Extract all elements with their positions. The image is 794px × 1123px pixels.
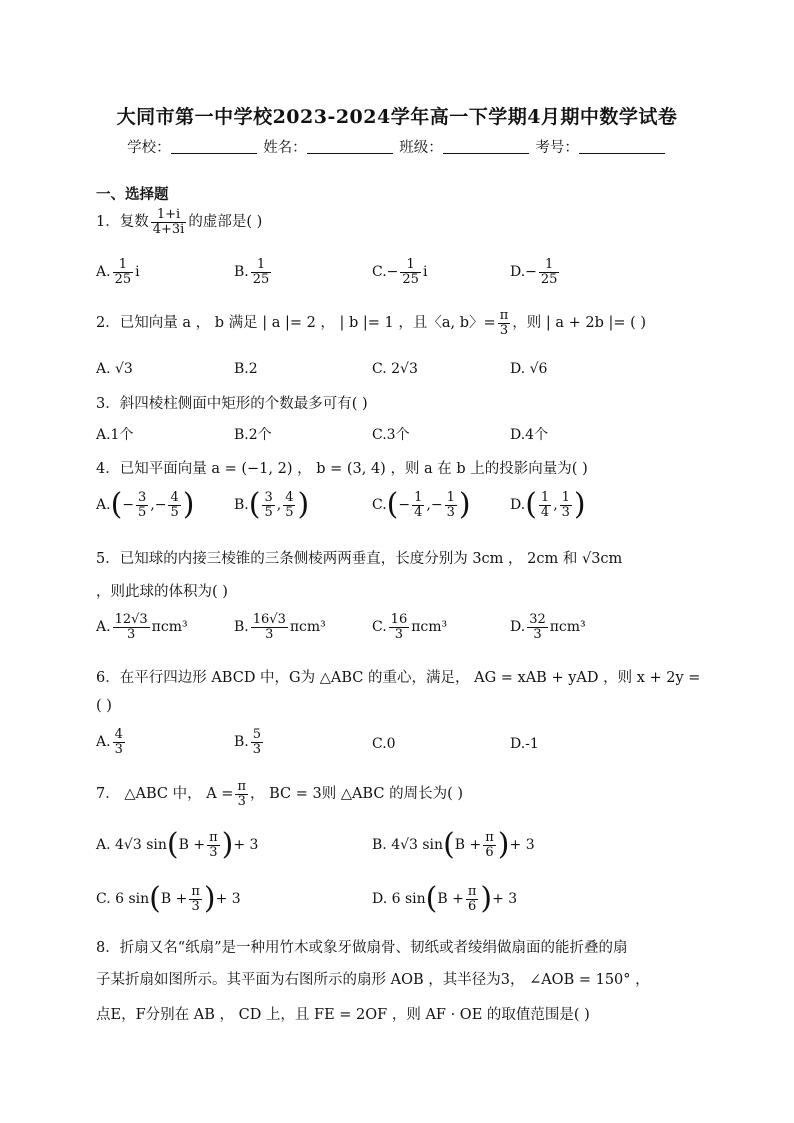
q6-a-den: 3 xyxy=(114,741,123,757)
q5-option-c[interactable] xyxy=(372,613,447,641)
q6-b-label: B. xyxy=(234,734,249,751)
left-paren-icon: ( xyxy=(110,487,123,522)
q7-b-label: B. 4√3 sin xyxy=(372,837,444,853)
right-paren-icon: ) xyxy=(221,827,234,862)
q2-stem-suffix: ，则 | a + 2b |= ( ) xyxy=(512,315,647,332)
q4-b-frac2 xyxy=(283,491,295,519)
q5-a-post: πcm³ xyxy=(151,619,188,636)
q4-d-frac2 xyxy=(560,491,572,519)
q1-d-num: 1 xyxy=(539,258,560,273)
q6-option-d[interactable]: D.-1 xyxy=(510,736,539,752)
q7-c-inner: B + xyxy=(160,891,188,907)
right-paren-icon: ) xyxy=(297,487,310,522)
q7-option-d[interactable] xyxy=(372,881,518,916)
q6-b-den: 3 xyxy=(252,741,262,757)
q4-a-n2: 4 xyxy=(170,489,179,505)
name-blank[interactable] xyxy=(307,139,393,154)
q7-a-num: π xyxy=(209,829,218,845)
q5-b-den: 3 xyxy=(265,626,274,642)
q7-option-a[interactable] xyxy=(96,827,259,862)
q2-option-c[interactable]: C. 2√3 xyxy=(372,361,418,377)
q1-d-den: 25 xyxy=(540,271,558,287)
q4-c-d1: 4 xyxy=(414,504,423,520)
q2-stem-prefix: 2．已知向量 a ， b 满足 | a |= 2 ， | b |= 1 ，且〈a, b〉= xyxy=(96,315,496,332)
q1-c-frac xyxy=(400,258,421,286)
q2-fraction xyxy=(498,309,511,337)
q7-b-inner: B + xyxy=(454,837,482,853)
right-paren-icon: ) xyxy=(480,881,493,916)
question-1-stem xyxy=(96,208,262,236)
q7-stem-prefix: 7． △ABC 中， A = xyxy=(96,786,234,803)
q6-a-frac xyxy=(113,728,125,756)
q4-a-d1: 5 xyxy=(138,504,147,520)
q2-option-a[interactable]: A. √3 xyxy=(96,361,133,377)
left-paren-icon: ( xyxy=(166,827,179,862)
q5-c-frac xyxy=(389,613,410,641)
q5-d-frac xyxy=(527,613,548,641)
right-paren-icon: ) xyxy=(458,487,471,522)
q5-c-num: 16 xyxy=(390,612,408,627)
number-blank[interactable] xyxy=(579,139,665,154)
q1-option-d[interactable] xyxy=(510,258,561,286)
q1-d-frac xyxy=(539,258,560,286)
question-4-stem: 4．已知平面向量 a = (−1, 2) ， b = (3, 4) ，则 a 在 b 上的投影向量为( ) xyxy=(96,461,588,477)
question-8-line3: 点E，F分别在 AB ， CD 上，且 FE = 2OF ，则 AF · OE 的取值范围是( ) xyxy=(96,1007,590,1023)
q4-a-n1: 3 xyxy=(138,489,147,505)
q4-a-sign2: ,− xyxy=(150,497,167,513)
q6-option-c[interactable]: C.0 xyxy=(372,736,396,752)
q7-a-label: A. 4√3 sin xyxy=(96,837,167,853)
q6-a-num: 4 xyxy=(114,727,123,742)
q1-option-a[interactable] xyxy=(96,258,140,286)
q4-c-d2: 3 xyxy=(446,504,455,520)
q7-c-num: π xyxy=(191,883,200,899)
q5-d-num: 32 xyxy=(529,612,546,627)
q1-d-label: D.− xyxy=(510,264,537,281)
q6-b-num: 5 xyxy=(252,727,262,742)
q7-b-num: π xyxy=(485,829,494,845)
question-7-stem xyxy=(96,780,463,808)
q4-option-c[interactable] xyxy=(372,487,471,522)
q5-a-den: 3 xyxy=(126,626,136,642)
q1-a-label: A. xyxy=(96,264,111,281)
q4-d-frac1 xyxy=(539,491,551,519)
q7-d-num: π xyxy=(467,883,477,899)
q1-c-den: 25 xyxy=(402,271,419,287)
q5-d-post: πcm³ xyxy=(549,619,586,636)
school-label: 学校： xyxy=(127,140,171,156)
q2-option-b[interactable]: B.2 xyxy=(234,361,258,377)
q1-c-num: 1 xyxy=(400,258,421,273)
q6-b-frac xyxy=(251,728,263,756)
q4-c-frac2 xyxy=(445,491,457,519)
q4-a-sign1: − xyxy=(122,497,135,513)
q1-c-post: i xyxy=(422,264,428,281)
q4-c-frac1 xyxy=(412,491,424,519)
q7-d-den: 6 xyxy=(467,898,477,914)
q7-c-label: C. 6 sin xyxy=(96,891,150,907)
q1-b-den: 25 xyxy=(252,271,270,287)
q4-option-b[interactable] xyxy=(234,487,310,522)
q4-c-label: C. xyxy=(372,497,387,513)
question-3-stem: 3．斜四棱柱侧面中矩形的个数最多可有( ) xyxy=(96,396,368,412)
student-info-line xyxy=(0,136,794,157)
left-paren-icon: ( xyxy=(386,487,399,522)
q7-d-label: D. 6 sin xyxy=(372,891,426,907)
q7-d-inner: B + xyxy=(437,891,464,907)
q7-den: 3 xyxy=(237,793,246,809)
q7-option-c[interactable] xyxy=(96,881,241,916)
q1-option-c[interactable] xyxy=(372,258,427,286)
class-label: 班级： xyxy=(399,140,443,156)
q5-a-frac xyxy=(113,613,150,641)
q1-a-den: 25 xyxy=(114,271,132,287)
school-blank[interactable] xyxy=(171,139,257,154)
q4-d-d1: 4 xyxy=(540,504,550,520)
q7-fraction xyxy=(235,780,248,808)
q4-b-n1: 3 xyxy=(264,489,273,505)
q1-option-b[interactable] xyxy=(234,258,273,286)
q7-d-post: + 3 xyxy=(492,891,518,907)
q4-a-frac1 xyxy=(136,491,148,519)
q5-option-a[interactable] xyxy=(96,613,188,641)
q3-option-c[interactable]: C.3个 xyxy=(372,427,410,443)
section-heading: 一、选择题 xyxy=(96,186,169,203)
q3-option-d[interactable]: D.4个 xyxy=(510,427,549,443)
q5-c-label: C. xyxy=(372,619,387,636)
q5-c-post: πcm³ xyxy=(411,619,448,636)
q1-stem-prefix: 1．复数 xyxy=(96,214,149,231)
q7-c-frac xyxy=(189,885,202,913)
q4-c-sign1: − xyxy=(398,497,411,513)
right-paren-icon: ) xyxy=(497,827,510,862)
q6-option-b[interactable] xyxy=(234,728,265,756)
q4-c-n2: 1 xyxy=(446,489,455,505)
q1-numerator: 1+i xyxy=(151,208,187,223)
q4-b-sign2: , xyxy=(276,497,282,513)
q7-option-b[interactable] xyxy=(372,827,535,862)
q4-a-label: A. xyxy=(96,497,111,513)
q5-d-label: D. xyxy=(510,619,526,636)
q7-c-post: + 3 xyxy=(215,891,241,907)
question-5-stem-line2: ，则此球的体积为( ) xyxy=(96,584,228,600)
q4-b-n2: 4 xyxy=(285,489,294,505)
q7-stem-suffix: ， BC = 3则 △ABC 的周长为( ) xyxy=(249,786,463,803)
left-paren-icon: ( xyxy=(149,881,161,916)
q7-num: π xyxy=(237,779,246,794)
left-paren-icon: ( xyxy=(443,827,455,862)
q4-d-label: D. xyxy=(510,497,526,513)
q7-a-post: + 3 xyxy=(233,837,259,853)
name-label: 姓名： xyxy=(263,140,307,156)
q5-b-label: B. xyxy=(234,619,249,636)
q7-a-inner: B + xyxy=(178,837,206,853)
q4-c-sign2: ,− xyxy=(426,497,443,513)
left-paren-icon: ( xyxy=(525,487,537,522)
q2-option-d[interactable]: D. √6 xyxy=(510,361,548,377)
q1-a-num: 1 xyxy=(113,258,134,273)
q4-option-a[interactable] xyxy=(96,487,195,522)
question-8-line2: 子某折扇如图所示。其平面为右图所示的扇形 AOB ，其半径为3， ∠AOB = 150° ， xyxy=(96,972,650,988)
question-5-stem-line1: 5．已知球的内接三棱锥的三条侧棱两两垂直，长度分别为 3cm ， 2cm 和 √3cm xyxy=(96,551,623,567)
q4-b-label: B. xyxy=(234,497,249,513)
q1-b-frac xyxy=(251,258,272,286)
question-8-line1: 8．折扇又名“纸扇”是一种用竹木或象牙做扇骨、韧纸或者绫绢做扇面的能折叠的扇 xyxy=(96,940,628,956)
q7-d-frac xyxy=(466,885,479,913)
exam-title: 大同市第一中学校2023-2024学年高一下学期4月期中数学试卷 xyxy=(116,106,678,128)
q7-c-den: 3 xyxy=(191,898,200,914)
q6-a-label: A. xyxy=(96,734,111,751)
q4-b-d1: 5 xyxy=(264,504,273,520)
question-6-stem-line2: ( ) xyxy=(96,698,112,714)
question-2-stem xyxy=(96,309,646,337)
q2-num: π xyxy=(499,308,509,323)
q7-b-den: 6 xyxy=(485,844,494,860)
q5-b-num: 16√3 xyxy=(252,612,286,627)
q2-den: 3 xyxy=(499,322,509,338)
q4-d-sign2: , xyxy=(553,497,558,513)
q5-b-post: πcm³ xyxy=(289,619,326,636)
q1-fraction xyxy=(151,208,187,236)
q1-a-post: i xyxy=(135,264,140,281)
q1-c-label: C.− xyxy=(372,264,399,281)
q4-b-frac1 xyxy=(262,491,274,519)
q1-stem-suffix: 的虚部是( ) xyxy=(188,214,263,231)
q1-denominator: 4+3i xyxy=(152,221,185,237)
q1-b-num: 1 xyxy=(251,258,272,273)
q4-a-frac2 xyxy=(168,491,180,519)
q3-option-a[interactable]: A.1个 xyxy=(96,427,134,443)
q5-a-label: A. xyxy=(96,619,111,636)
q6-option-a[interactable] xyxy=(96,728,127,756)
class-blank[interactable] xyxy=(443,139,529,154)
q5-a-num: 12√3 xyxy=(114,612,148,627)
number-label: 考号： xyxy=(535,140,579,156)
q5-c-den: 3 xyxy=(394,626,404,642)
q4-c-n1: 1 xyxy=(414,489,423,505)
q1-a-frac xyxy=(113,258,134,286)
q5-b-frac xyxy=(251,613,288,641)
q4-d-n2: 1 xyxy=(561,489,570,505)
q3-option-b[interactable]: B.2个 xyxy=(234,427,272,443)
q7-a-den: 3 xyxy=(209,844,218,860)
q1-b-label: B. xyxy=(234,264,249,281)
left-paren-icon: ( xyxy=(425,881,438,916)
q5-option-b[interactable] xyxy=(234,613,326,641)
q7-a-frac xyxy=(207,831,220,859)
q4-a-d2: 5 xyxy=(170,504,179,520)
q5-option-d[interactable] xyxy=(510,613,586,641)
left-paren-icon: ( xyxy=(248,487,261,522)
q5-d-den: 3 xyxy=(533,626,542,642)
q4-option-d[interactable] xyxy=(510,487,586,522)
q7-b-frac xyxy=(483,831,496,859)
q4-b-d2: 5 xyxy=(285,504,294,520)
q4-d-n1: 1 xyxy=(540,489,550,505)
q4-d-d2: 3 xyxy=(561,504,570,520)
right-paren-icon: ) xyxy=(182,487,195,522)
right-paren-icon: ) xyxy=(573,487,586,522)
right-paren-icon: ) xyxy=(203,881,216,916)
question-6-stem-line1: 6．在平行四边形 ABCD 中，G为 △ABC 的重心，满足， AG = xAB + yAD ，则 x + 2y = xyxy=(96,670,701,686)
q7-b-post: + 3 xyxy=(509,837,535,853)
